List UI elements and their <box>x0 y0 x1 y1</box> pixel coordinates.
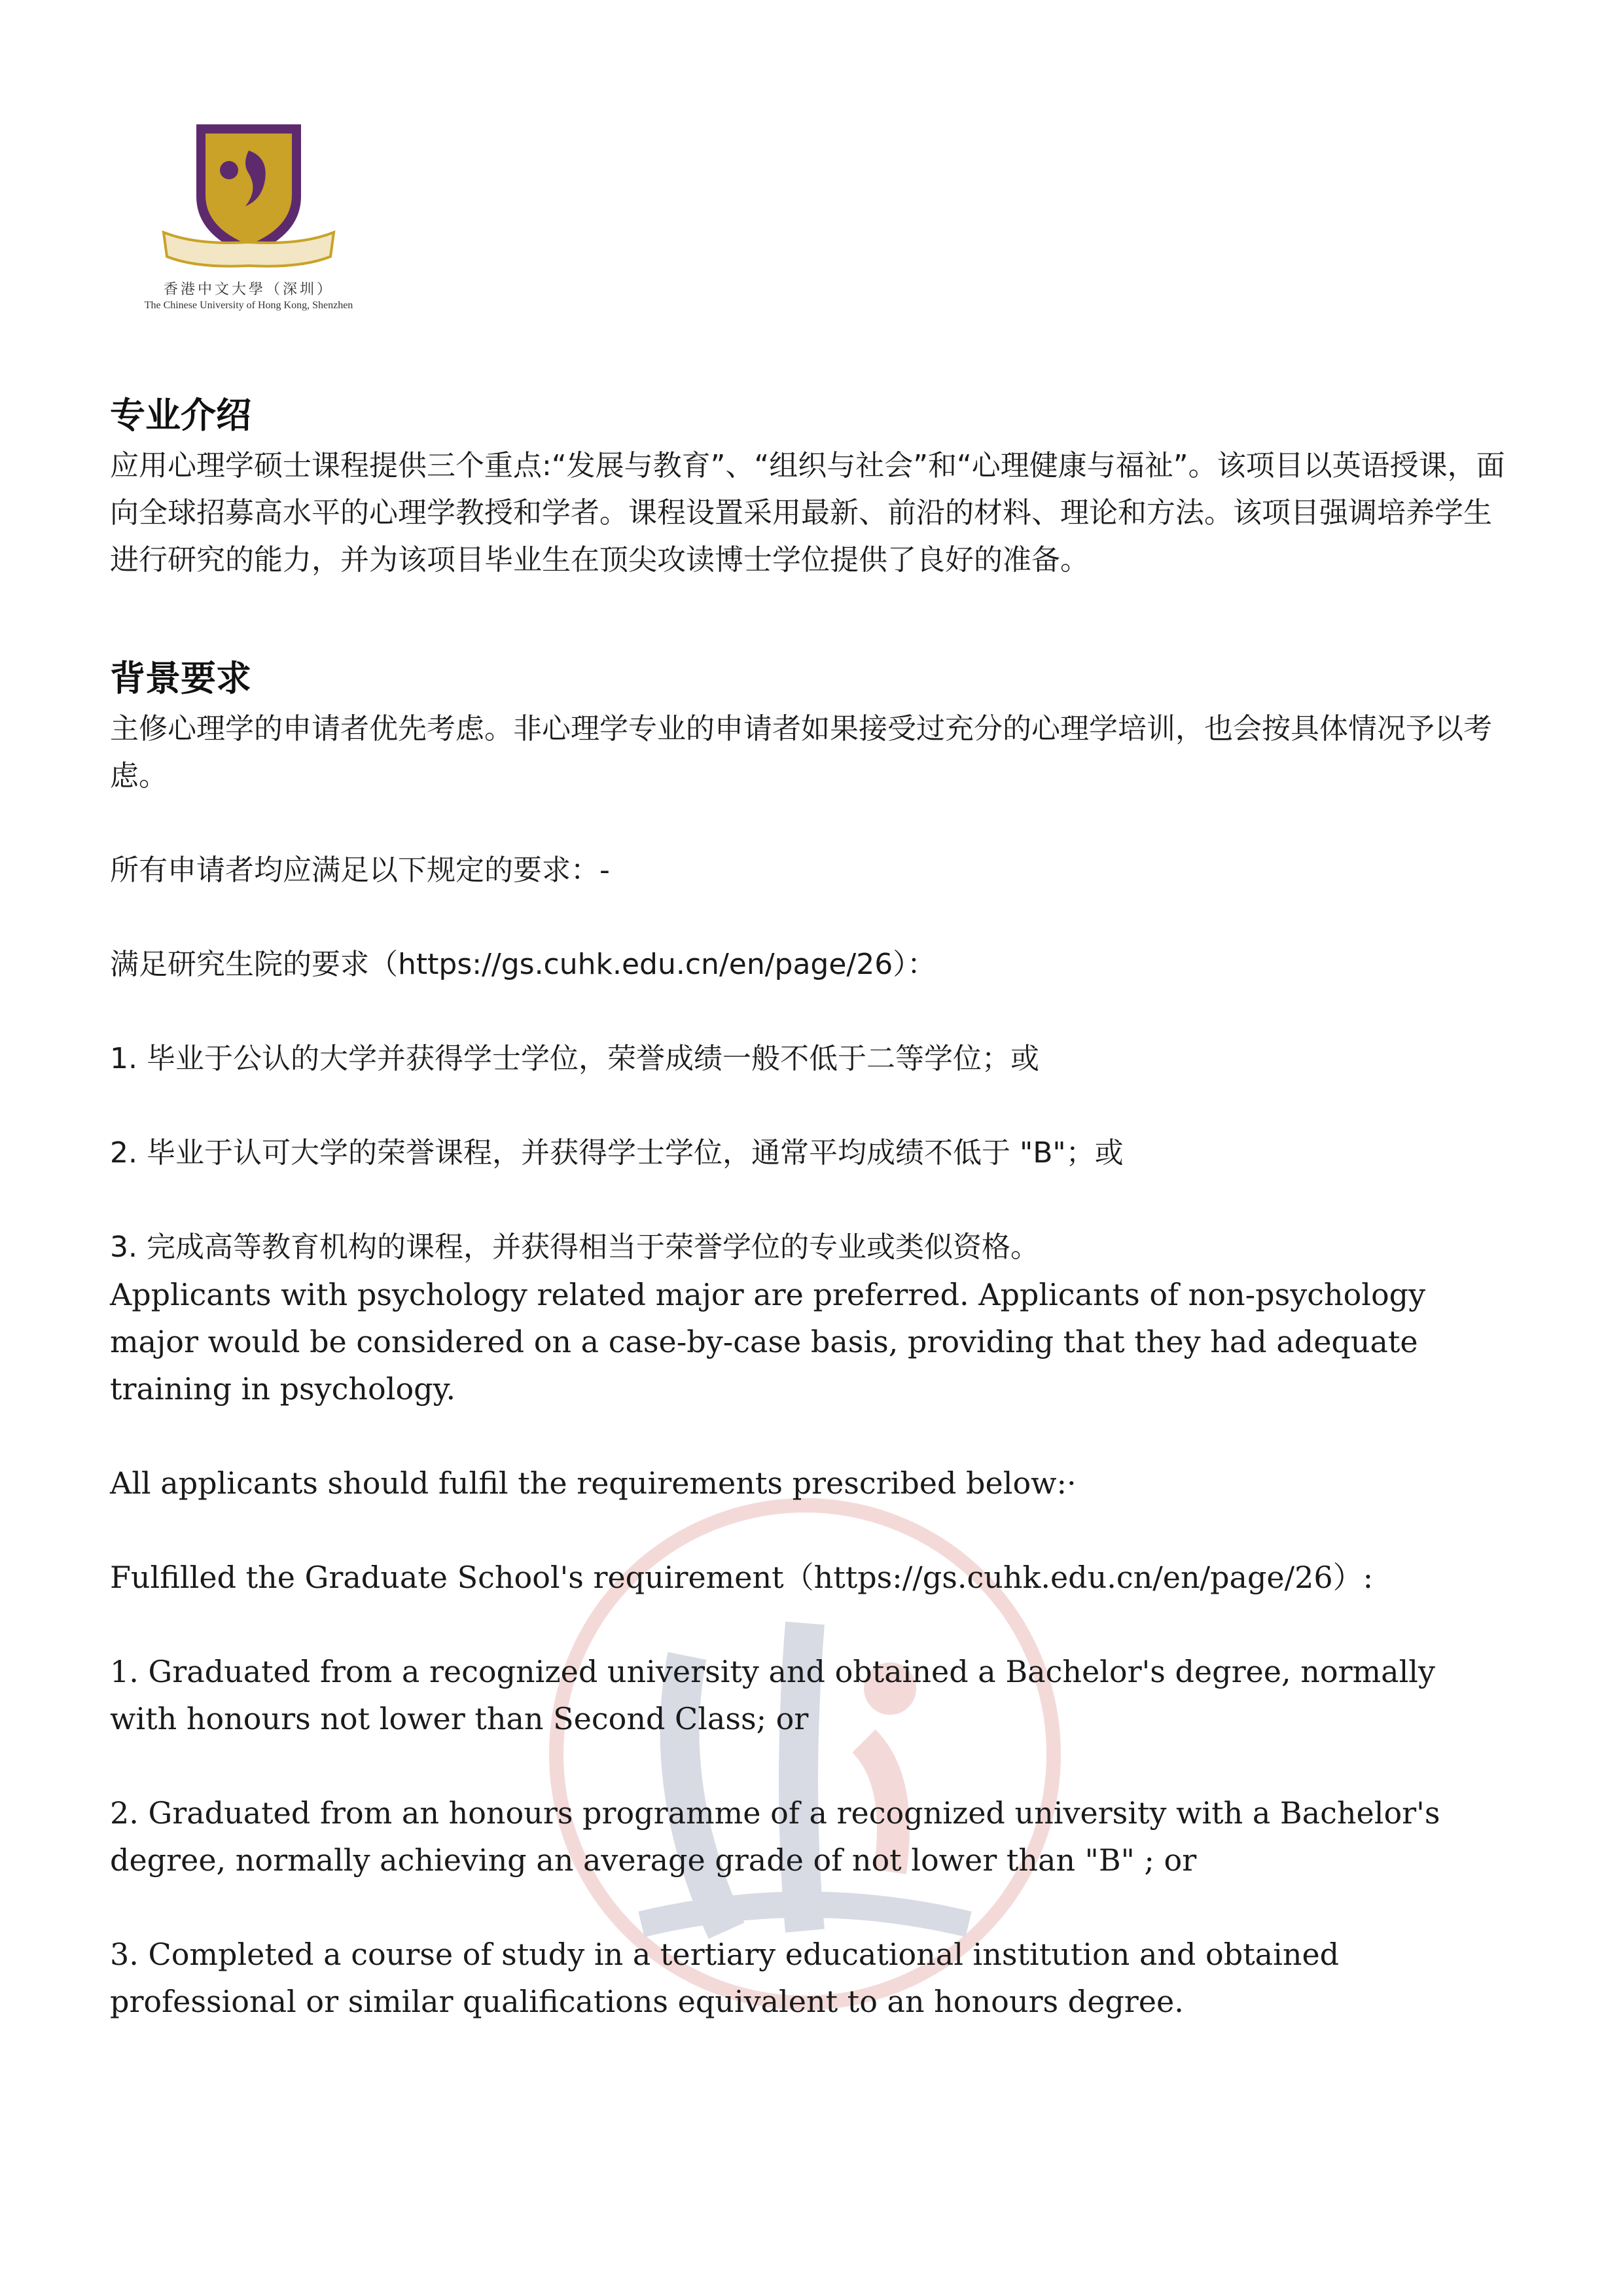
bg-en-paragraph-3: Fulfilled the Graduate School's requirement（https://gs.cuhk.edu.cn/en/page/26）: <box>110 1560 1374 1596</box>
bg-en-paragraph-1: Applicants with psychology related major are preferred. Applicants of non-psychology major would be considered on a case-by-case basis, providing that they had adequate training in psychology. <box>110 1277 1426 1407</box>
logo-chinese-name: 香港中文大學（深圳） <box>163 281 334 298</box>
bg-cn-paragraph-1: 主修心理学的申请者优先考虑。非心理学专业的申请者如果接受过充分的心理学培训，也会按具体情况予以考虑。 <box>110 712 1492 793</box>
bg-en-item-2: 2. Graduated from an honours programme of a recognized university with a Bachelor's degree, normally achieving an average grade of not lower than "B" ; or <box>110 1795 1440 1878</box>
bg-cn-item-1: 1. 毕业于公认的大学并获得学士学位，荣誉成绩一般不低于二等学位；或 <box>110 1042 1039 1076</box>
university-logo <box>111 111 386 327</box>
logo-english-name: The Chinese University of Hong Kong, Shenzhen <box>144 300 353 311</box>
bg-en-paragraph-2: All applicants should fulfil the requirements prescribed below:· <box>110 1465 1077 1501</box>
bg-en-item-1: 1. Graduated from a recognized university and obtained a Bachelor's degree, normally with honours not lower than Second Class; or <box>110 1654 1436 1737</box>
intro-paragraph: 应用心理学硕士课程提供三个重点:“发展与教育”、“组织与社会”和“心理健康与福祉”。该项目以英语授课，面向全球招募高水平的心理学教授和学者。课程设置采用最新、前沿的材料、理论和方法。该项目强调培养学生进行研究的能力，并为该项目毕业生在顶尖攻读博士学位提供了良好的准备。 <box>110 449 1505 577</box>
background-heading: 背景要求 <box>110 658 251 700</box>
bg-cn-paragraph-3: 满足研究生院的要求（https://gs.cuhk.edu.cn/en/page/26）： <box>110 948 936 982</box>
bg-cn-item-2: 2. 毕业于认可大学的荣誉课程，并获得学士学位，通常平均成绩不低于 "B"；或 <box>110 1136 1124 1170</box>
bg-en-item-3: 3. Completed a course of study in a tertiary educational institution and obtained professional or similar qualifications equivalent to an honours degree. <box>110 1937 1340 2020</box>
bg-cn-paragraph-2: 所有申请者均应满足以下规定的要求：- <box>110 853 610 888</box>
intro-heading: 专业介绍 <box>110 395 251 436</box>
document-body <box>110 393 1510 2025</box>
bg-cn-item-3: 3. 完成高等教育机构的课程，并获得相当于荣誉学位的专业或类似资格。 <box>110 1230 1039 1265</box>
university-crest-icon <box>151 111 347 272</box>
